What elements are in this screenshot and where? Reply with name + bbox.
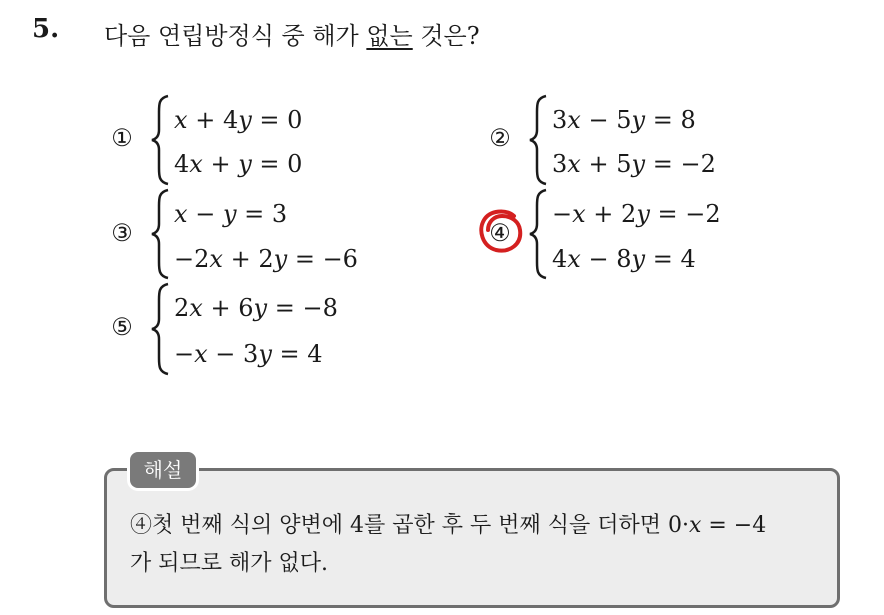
question-number: 5. <box>32 14 60 44</box>
question-text-underlined: 없는 <box>366 22 413 50</box>
brace-icon <box>150 188 172 280</box>
question-text <box>104 16 480 51</box>
question-text-after: 것은? <box>412 22 480 50</box>
choice-5-eq1: 2x + 6y = −8 <box>174 294 338 322</box>
explanation-line-1-var: x <box>688 513 702 538</box>
choice-5-marker: ⑤ <box>111 313 133 341</box>
choice-3-eq2: −2x + 2y = −6 <box>174 245 358 273</box>
choice-4-marker: ④ <box>489 219 511 247</box>
explanation-line-2: 가 되므로 해가 없다. <box>130 551 328 576</box>
explanation-line-1 <box>130 508 766 539</box>
choice-5-eq2: −x − 3y = 4 <box>174 340 323 368</box>
answer-circle-icon <box>476 206 526 256</box>
choice-1-eq2: 4x + y = 0 <box>174 150 303 178</box>
choice-4-eq2: 4x − 8y = 4 <box>552 245 696 273</box>
explanation-line-1-text: ④첫 번째 식의 양변에 4를 곱한 후 두 번째 식을 더하면 0· <box>130 513 689 538</box>
choice-2-marker: ② <box>489 124 511 152</box>
choice-2-eq2: 3x + 5y = −2 <box>552 150 716 178</box>
question-text-before: 다음 연립방정식 중 해가 <box>104 22 367 50</box>
explanation-line-1-end: = −4 <box>701 513 767 538</box>
choice-1-eq1: x + 4y = 0 <box>174 106 303 134</box>
choice-3-marker: ③ <box>111 219 133 247</box>
brace-icon <box>528 94 550 186</box>
choice-3-eq1: x − y = 3 <box>174 200 288 228</box>
brace-icon <box>528 188 550 280</box>
choice-2-eq1: 3x − 5y = 8 <box>552 106 696 134</box>
choice-4-eq1: −x + 2y = −2 <box>552 200 721 228</box>
explanation-tab: 해설 <box>130 452 196 488</box>
choice-1-marker: ① <box>111 124 133 152</box>
brace-icon <box>150 282 172 376</box>
brace-icon <box>150 94 172 186</box>
